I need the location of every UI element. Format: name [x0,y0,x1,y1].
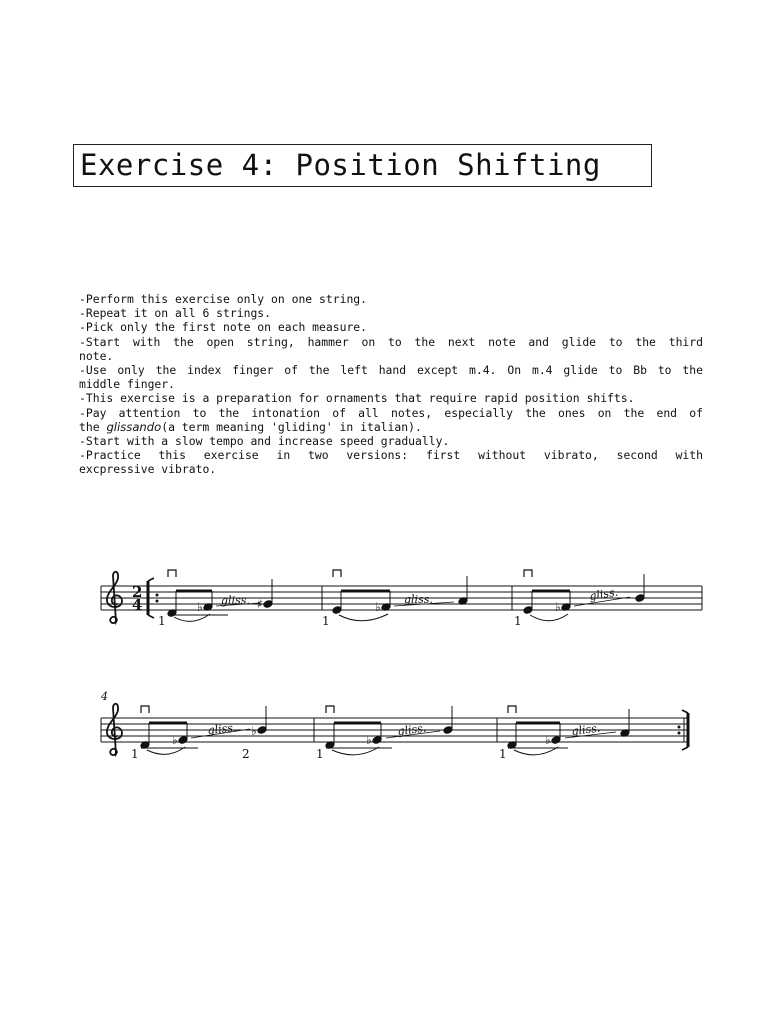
instruction-line: -Start with the open string, hammer on to the next note and glide to the third [79,334,703,349]
time-signature [132,583,142,614]
instruction-line: -This exercise is a preparation for ornaments that require rapid position shifts. [79,391,635,406]
measure-number: 4 [101,690,108,703]
flat-icon: ♭ [545,733,551,747]
measure-4 [131,706,267,761]
fingering: 1 [514,614,522,628]
treble-clef-icon [107,704,122,755]
glissando-term: glissando [106,419,162,434]
instruction-line: note. [79,348,114,363]
gliss-label: gliss. [588,585,619,603]
gliss-label: gliss. [396,721,428,738]
measure-5 [316,706,453,761]
instruction-line: -Practice this exercise in two versions: first without vibrato, second with [79,448,703,463]
instruction-line: excpressive vibrato. [79,462,217,477]
measure-2 [322,570,468,628]
slur [339,614,388,621]
gliss-label: gliss. [206,721,238,737]
measure-6 [499,706,630,761]
flat-icon: ♭ [366,733,372,747]
fingering: 1 [158,614,166,628]
flat-icon: ♭ [197,600,203,614]
instruction-line: -Repeat it on all 6 strings. [79,306,272,321]
fingering: 1 [322,614,330,628]
instruction-line: -Use only the index finger of the left hand except m.4. On m.4 glide to Bb to the [79,363,703,378]
downstroke-icon [141,706,149,713]
slur [530,614,568,621]
downstroke-icon [524,570,532,577]
time-sig-numerator: 2 [132,583,143,601]
fingering: 1 [131,747,139,761]
instruction-line: -Pay attention to the intonation of all notes, especially the ones on the end of [79,405,703,420]
gliss-label: gliss. [404,593,433,606]
treble-clef-icon [107,572,122,623]
downstroke-icon [168,570,176,577]
gliss-label: gliss. [221,594,250,607]
flat-icon: ♭ [375,600,381,614]
flat-icon: ♭ [251,724,257,738]
flat-icon: ♭ [555,600,561,614]
fingering: 1 [499,747,507,761]
time-sig-denominator: 4 [132,596,143,614]
measure-3 [514,570,645,628]
sharp-icon: ♯ [257,597,263,611]
downstroke-icon [333,570,341,577]
page-title: Exercise 4: Position Shifting [80,148,601,182]
downstroke-icon [508,706,516,713]
fingering: 2 [242,747,250,761]
downstroke-icon [326,706,334,713]
fingering: 1 [316,747,324,761]
measure-1 [158,570,273,628]
instruction-line: middle finger. [79,377,176,392]
instruction-text: the [79,419,107,434]
instruction-line: -Start with a slow tempo and increase speed gradually. [79,434,450,449]
instruction-line: -Pick only the first note on each measure. [79,320,368,335]
instruction-line: -Perform this exercise only on one string. [79,292,368,306]
instruction-text: (a term meaning 'gliding' in italian). [161,419,422,434]
gliss-label: gliss. [570,721,602,738]
flat-icon: ♭ [172,733,178,747]
